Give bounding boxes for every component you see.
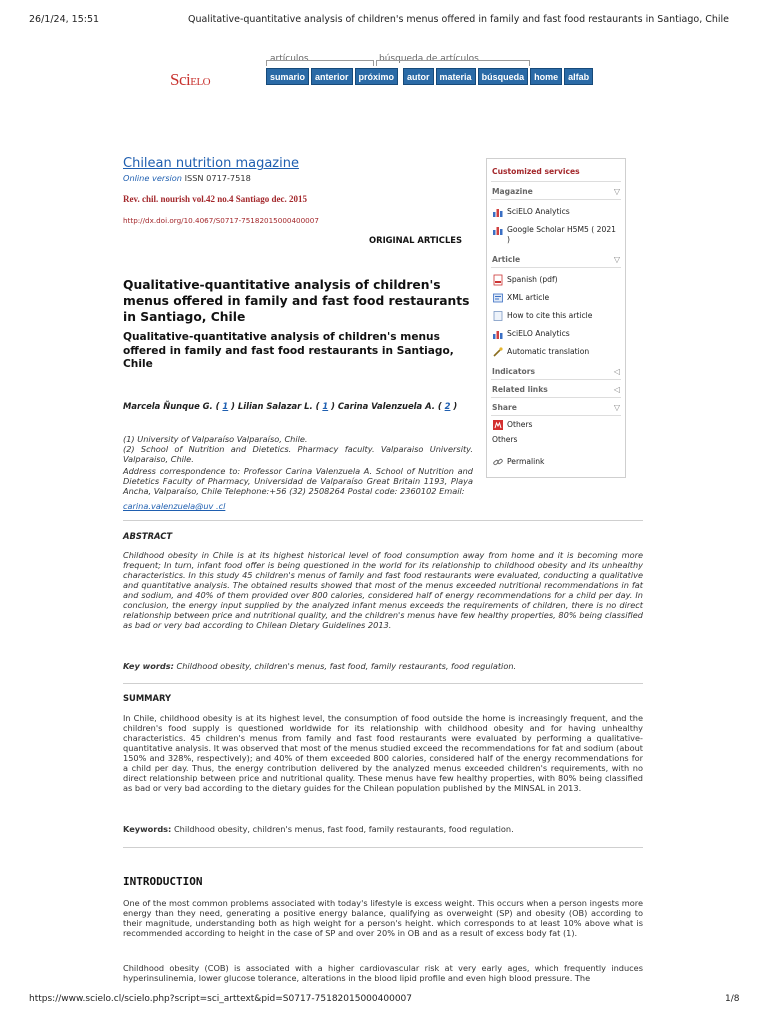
share-others-label: Others [507, 420, 533, 429]
share-others-link-2[interactable] [492, 435, 518, 444]
nav-articles-bracket [266, 60, 374, 66]
keywords-2 [123, 824, 643, 834]
print-page-number: 1/8 [725, 994, 740, 1004]
magazine-label: Magazine [492, 187, 533, 196]
correspondence-text: Address correspondence to: Professor Carina Valenzuela A. School of Nutrition and Dietetics Faculty of Pharmacy, Universidad de Valparaíso Great Britain 1193, Playa Ancha, Valparaíso, Chile Telephone:+56 (32) 2508264 Postal code: 2360102 Email: [123, 466, 473, 496]
online-version-label: Online version [123, 173, 182, 183]
section-label: ORIGINAL ARTICLES [369, 235, 463, 245]
related-divider [491, 397, 621, 398]
article-title: Qualitative-quantitative analysis of children's menus offered in family and fast food restaurants in Santiago, Chile [123, 278, 470, 324]
doi-link[interactable]: http://dx.doi.org/10.4067/S0717-75182015000400007 [123, 216, 319, 225]
scielo-analytics-link[interactable] [493, 207, 621, 217]
pdf-icon [493, 275, 503, 285]
bar-chart-icon [493, 207, 503, 217]
print-title: Qualitative-quantitative analysis of children's menus offered in family and fast food restaurants in Santiago, Chile [188, 14, 730, 25]
cite-article-label: How to cite this article [507, 311, 593, 320]
xml-icon [493, 293, 503, 303]
divider-2 [123, 683, 643, 684]
spanish-pdf-label: Spanish (pdf) [507, 275, 558, 284]
bar-chart-icon [493, 329, 503, 339]
nav-search-bracket [376, 60, 530, 66]
online-version-line [123, 173, 251, 183]
article-section-toggle[interactable] [492, 255, 620, 264]
article-divider [491, 267, 621, 268]
share-section-toggle[interactable] [492, 403, 620, 412]
nav-proximo-button[interactable]: próximo [355, 68, 399, 85]
bar-chart-icon [493, 225, 503, 235]
logo-main: Sci [170, 70, 191, 89]
scielo-analytics-article-label: SciELO Analytics [507, 329, 570, 338]
chevron-down-icon: ▽ [613, 403, 620, 412]
scielo-analytics-article-link[interactable] [493, 329, 570, 339]
introduction-heading: INTRODUCTION [123, 875, 203, 888]
correspondence-email-link[interactable]: carina.valenzuela@uv .cl [123, 501, 226, 511]
related-links-section-toggle[interactable] [492, 385, 620, 394]
affiliation-2: (2) School of Nutrition and Dietetics. Pharmacy faculty. Valparaiso University. Valparaiso, Chile. [123, 444, 473, 464]
author-2: ) Lilian Salazar L. ( [231, 401, 320, 411]
abstract-heading: ABSTRACT [123, 531, 173, 541]
nav-articles-label: artículos [270, 54, 309, 64]
divider-3 [123, 847, 643, 848]
automatic-translation-label: Automatic translation [507, 347, 590, 356]
author-3: ) Carina Valenzuela A. ( [331, 401, 442, 411]
nav-anterior-button[interactable]: anterior [311, 68, 353, 85]
permalink-label: Permalink [507, 457, 545, 466]
magazine-section-toggle[interactable] [492, 187, 620, 196]
automatic-translation-link[interactable] [493, 347, 589, 357]
correspondence [123, 466, 473, 496]
magazine-divider [491, 199, 621, 200]
authors-line [123, 401, 475, 413]
chevron-left-icon: ◁ [613, 367, 620, 376]
cite-article-link[interactable] [493, 311, 592, 321]
affiliation-ref-3[interactable]: 2 [444, 401, 451, 411]
article-label: Article [492, 255, 521, 264]
keywords-1 [123, 661, 643, 671]
chevron-down-icon: ▽ [613, 187, 620, 196]
keywords-2-label: Keywords: [123, 824, 172, 834]
divider-1 [123, 520, 643, 521]
chevron-left-icon: ◁ [613, 385, 620, 394]
chevron-down-icon: ▽ [613, 255, 620, 264]
google-scholar-label: Google Scholar H5M5 ( 2021 ) [507, 225, 616, 244]
summary-text: In Chile, childhood obesity is at its highest level, the consumption of food outside the home is increasingly frequent, and the children's food supply is questioned worldwide for its relationship with childhood obesity and for having unhealthy characteristics. 45 children's menus from family and fast food restaurants were evaluated by performing a qualitative-quantitative analysis. It was observed that most of the menus studied exceed the recommendations for fat and sodium (about 150% and 328%, respectively); and 40% of them exceeded 800 calories, considered half of the energy recommendations for a child per day. Thus, the energy contribution delivered by the analyzed menus exceeded children's requirements, with no direct relationship between price and nutritional quality. These menus have few healthy properties, with 80% being classified as bad or very bad according to the dietary guides for the Chilean population published by the MINSAL in 2013. [123, 713, 643, 793]
journal-title-link[interactable]: Chilean nutrition magazine [123, 156, 299, 171]
indicators-label: Indicators [492, 367, 536, 376]
nav-search-label: búsqueda de artículos [379, 54, 479, 64]
indicators-divider [491, 379, 621, 380]
print-datetime: 26/1/24, 15:51 [29, 14, 100, 25]
share-label: Share [492, 403, 517, 412]
journal-citation: Rev. chil. nourish vol.42 no.4 Santiago dec. 2015 [123, 194, 308, 204]
xml-article-link[interactable] [493, 293, 549, 303]
share-divider [491, 415, 621, 416]
google-scholar-link[interactable] [493, 225, 621, 245]
nav-alfab-button[interactable]: alfab [564, 68, 593, 85]
authors-end: ) [453, 401, 458, 411]
share-icon [493, 420, 503, 430]
spanish-pdf-link[interactable] [493, 275, 558, 285]
share-others-label-2: Others [492, 435, 518, 444]
author-1: Marcela Ñunque G. ( [123, 401, 220, 411]
wand-icon [493, 347, 503, 357]
indicators-section-toggle[interactable] [492, 367, 620, 376]
nav-busqueda-button[interactable]: búsqueda [478, 68, 529, 85]
nav-materia-button[interactable]: materia [436, 68, 476, 85]
permalink-link[interactable] [493, 457, 544, 467]
logo-sup: ELO [190, 76, 211, 88]
related-links-label: Related links [492, 385, 548, 394]
document-icon [493, 311, 503, 321]
introduction-paragraph-2: Childhood obesity (COB) is associated with a higher cardiovascular risk at very early ages, which frequently induces hyperinsulinemia, lower glucose tolerance, alterations in the blood lipid profile and even high blood pressure. The [123, 963, 643, 983]
affiliation-ref-2[interactable]: 1 [322, 401, 329, 411]
issn: ISSN 0717-7518 [184, 173, 251, 183]
link-icon [493, 457, 503, 467]
xml-article-label: XML article [507, 293, 550, 302]
abstract-text: Childhood obesity in Chile is at its highest historical level of food consumption away from home and it is becoming more frequent; In turn, infant food offer is being questioned in the world for its relationship to childhood obesity and its unhealthy characteristics. In this study 45 children's menus of family and fast food restaurants were evaluated, conducting a qualitative and quantitative analysis. The obtained results showed that most of the menus exceeded nutritional recommendations in fat and sodium, and 40% of them provided over 800 calories, considered half of energy recommendations for a child per day. In conclusion, the energy input supplied by the analyzed infant menus exceeds the requirements of children, there is no direct relationship between price and nutritional quality, and the children's menus have few healthy properties, 80% being classified as bad or very bad according to Chilean Dietary Guidelines 2013. [123, 550, 643, 630]
keywords-1-label: Key words: [123, 661, 174, 671]
article-subtitle: Qualitative-quantitative analysis of children's menus offered in family and fast food restaurants in Santiago, Chile [123, 331, 454, 370]
nav-sumario-button[interactable]: sumario [266, 68, 309, 85]
keywords-2-text: Childhood obesity, children's menus, fast food, family restaurants, food regulation. [173, 824, 514, 834]
services-title: Customized services [492, 167, 580, 176]
summary-heading: SUMMARY [123, 693, 172, 703]
scielo-logo[interactable] [170, 70, 210, 90]
introduction-paragraph-1: One of the most common problems associated with today's lifestyle is excess weight. This occurs when a person ingests more energy than they need, generating a positive energy balance, qualifying as overweight (SP) and obesity (OB) according to their magnitude, understanding both as high weight for a person's height. which corresponds to at least 10% above what is recommended according to height in the case of SP and over 20% in OB and as a result of excess body fat (1). [123, 898, 643, 938]
services-divider [491, 181, 621, 182]
customized-services-panel [486, 158, 626, 478]
affiliation-ref-1[interactable]: 1 [222, 401, 229, 411]
nav-home-button[interactable]: home [530, 68, 562, 85]
nav-autor-button[interactable]: autor [403, 68, 434, 85]
keywords-1-text: Childhood obesity, children's menus, fast food, family restaurants, food regulation. [176, 661, 517, 671]
scielo-analytics-label: SciELO Analytics [507, 207, 570, 216]
share-others-link[interactable] [493, 420, 533, 430]
print-url: https://www.scielo.cl/scielo.php?script=sci_arttext&pid=S0717-75182015000400007 [29, 994, 412, 1004]
affiliation-1: (1) University of Valparaíso Valparaíso, Chile. [123, 434, 308, 444]
nav-bar [266, 68, 593, 85]
